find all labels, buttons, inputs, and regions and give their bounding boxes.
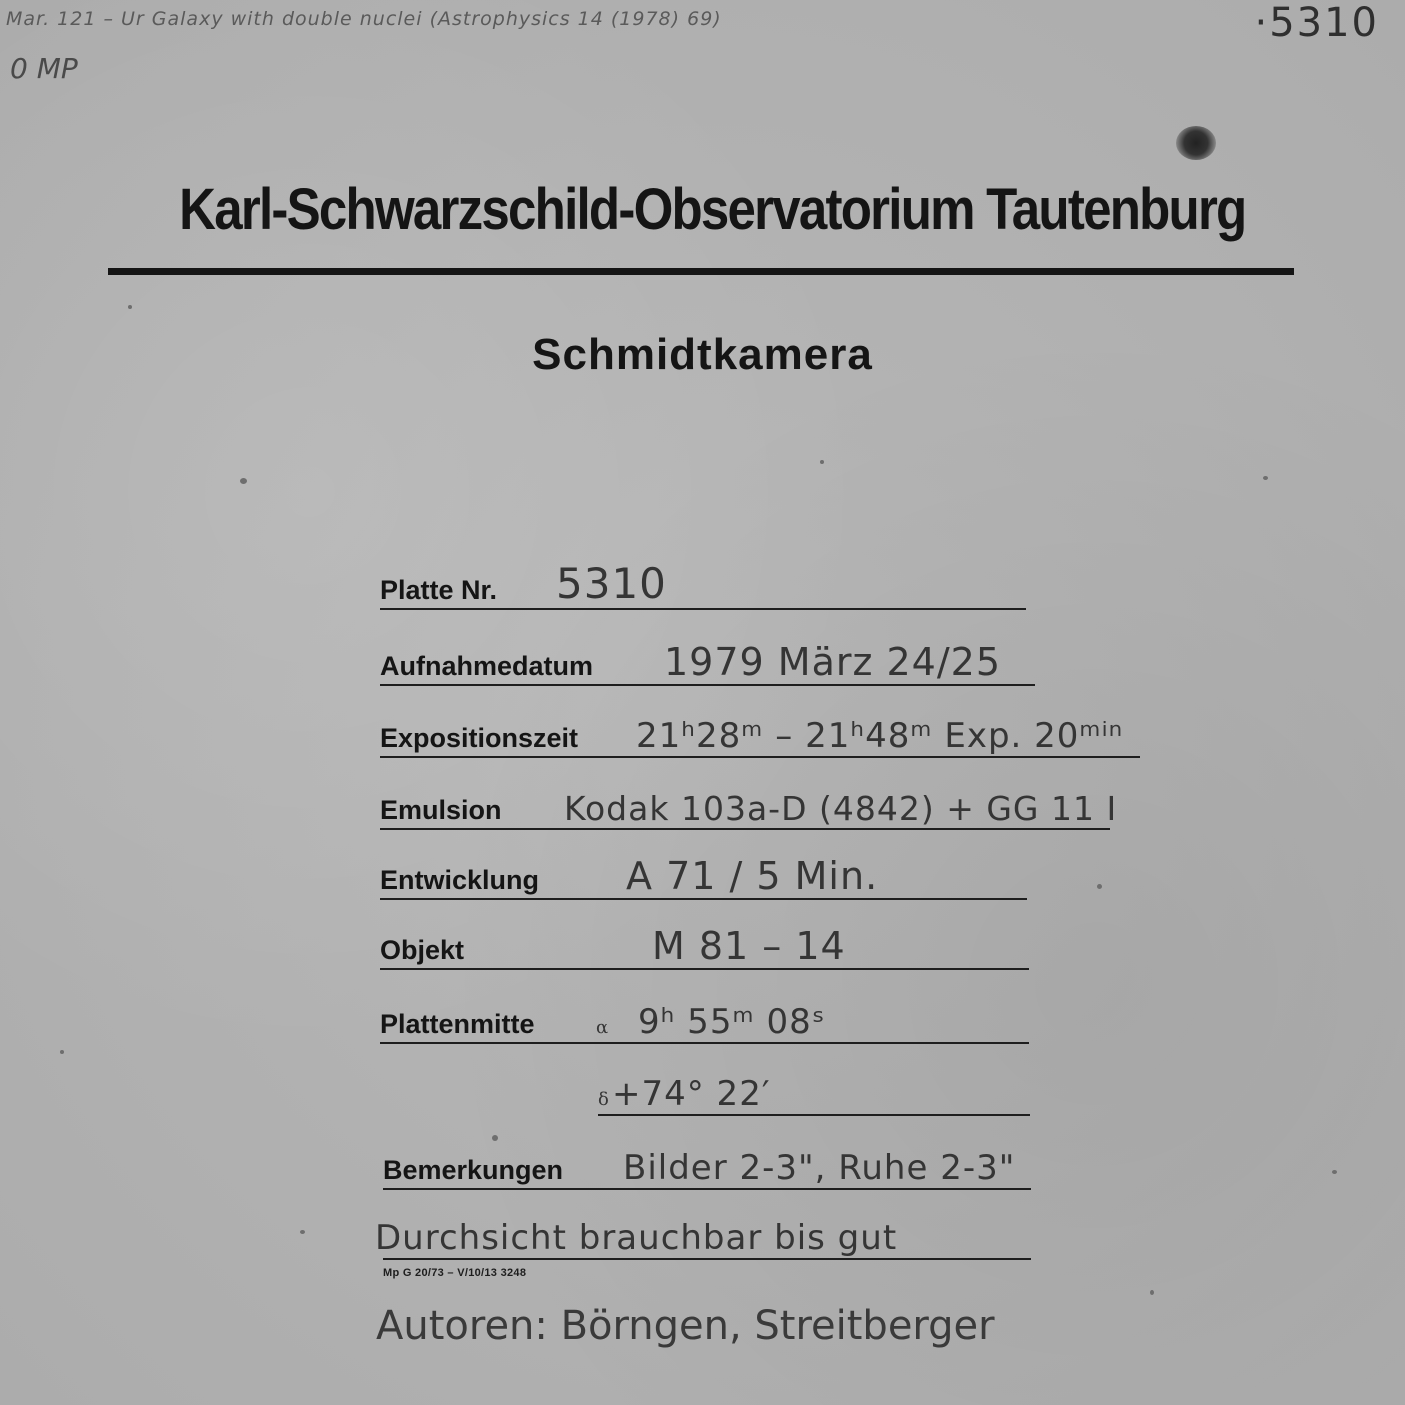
field-bemerkungen-line2: [375, 1210, 1031, 1260]
right-ascension-value: 9ʰ 55ᵐ 08ˢ: [638, 1002, 826, 1042]
observatory-title: Karl-Schwarzschild-Observatorium Tautenburg: [179, 177, 1246, 242]
field-plattenmitte: [380, 994, 1029, 1044]
field-label: Entwicklung: [380, 865, 540, 895]
field-value: 1979 März 24/25: [664, 640, 1002, 684]
field-value: 21ʰ28ᵐ – 21ʰ48ᵐ Exp. 20ᵐⁱⁿ: [636, 716, 1124, 756]
title-underline: [108, 268, 1294, 275]
authors-note: Autoren: Börngen, Streitberger: [376, 1303, 995, 1349]
paper-speck: [128, 305, 132, 309]
field-label: Expositionszeit: [380, 723, 579, 753]
field-platte-nr: [380, 560, 1026, 610]
handwritten-mark: 0 MP: [10, 52, 78, 85]
paper-speck: [1332, 1170, 1337, 1174]
field-label: Aufnahmedatum: [380, 651, 594, 681]
field-label: Bemerkungen: [383, 1155, 564, 1185]
field-value: A 71 / 5 Min.: [626, 854, 879, 898]
field-value: Kodak 103a-D (4842) + GG 11 I: [564, 789, 1118, 828]
alpha-symbol: α: [596, 1017, 609, 1038]
field-emulsion: [380, 780, 1118, 830]
paper-speck: [300, 1230, 305, 1234]
form-print-code: Mp G 20/73 – V/10/13 3248: [383, 1267, 527, 1279]
paper-speck: [240, 478, 247, 484]
field-label: Emulsion: [380, 795, 502, 825]
instrument-subtitle: Schmidtkamera: [532, 330, 873, 379]
paper-speck: [60, 1050, 64, 1054]
delta-symbol: δ: [598, 1089, 609, 1110]
ink-spot: [1176, 126, 1216, 160]
paper-speck: [1097, 884, 1102, 889]
field-bemerkungen: [383, 1140, 1031, 1190]
field-value: Bilder 2-3", Ruhe 2-3": [623, 1148, 1016, 1188]
field-value: Durchsicht brauchbar bis gut: [375, 1218, 898, 1258]
field-objekt: [380, 920, 1029, 970]
field-entwicklung: [380, 850, 1027, 900]
corner-plate-number: ·5310: [1254, 0, 1379, 46]
paper-speck: [1150, 1290, 1154, 1295]
field-label: Plattenmitte: [380, 1009, 535, 1039]
handwritten-reference-note: Mar. 121 – Ur Galaxy with double nuclei (Astrophysics 14 (1978) 69): [6, 8, 722, 30]
field-value: M 81 – 14: [652, 924, 846, 968]
declination-value: +74° 22′: [612, 1074, 771, 1114]
field-aufnahmedatum: [380, 636, 1035, 686]
paper-speck: [820, 460, 824, 464]
paper-speck: [1263, 476, 1268, 480]
field-value: 5310: [556, 559, 667, 608]
field-expositionszeit: [380, 708, 1140, 758]
paper-speck: [492, 1135, 498, 1141]
field-label: Platte Nr.: [380, 575, 498, 605]
field-label: Objekt: [380, 935, 465, 965]
field-plattenmitte-declination: [598, 1066, 1030, 1116]
